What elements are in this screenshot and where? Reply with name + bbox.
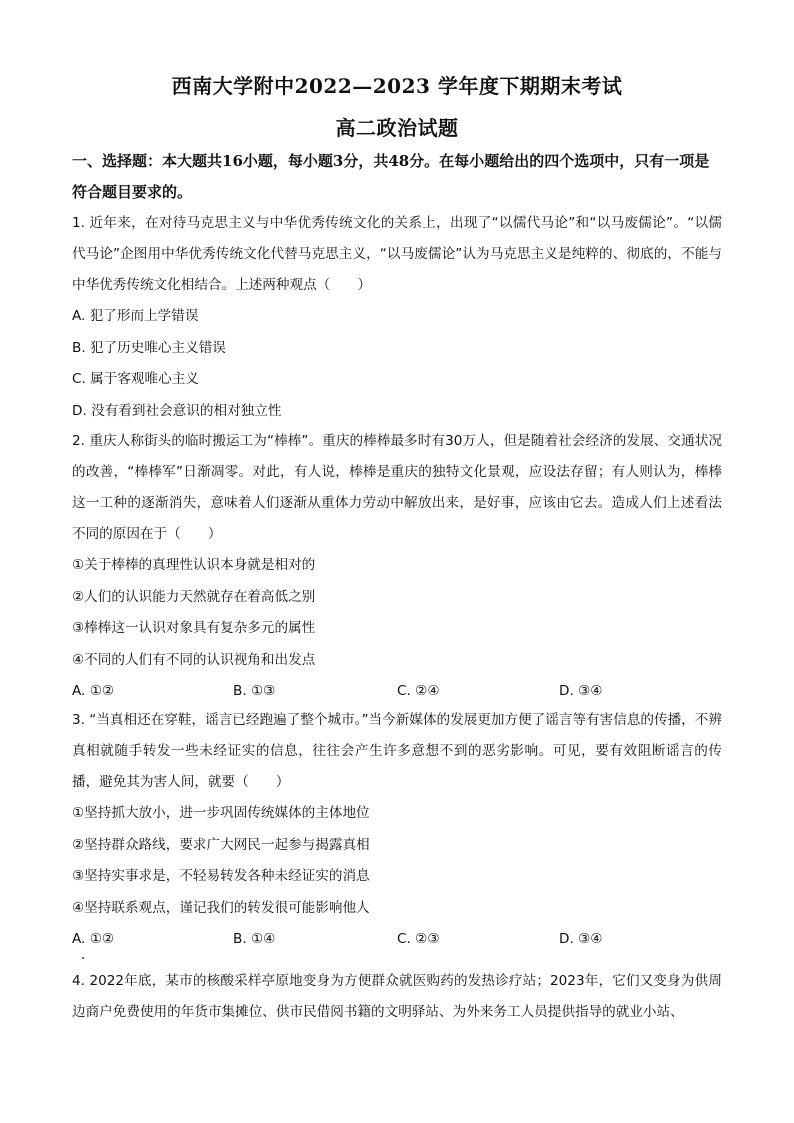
option-a: A. 犯了形而上学错误 [72,308,199,324]
option-d: D. ③④ [559,931,603,947]
option-c: C. ②④ [397,683,440,699]
options-row [72,676,722,708]
exam-title: 西南大学附中2022—2023 学年度下期期末考试 [171,74,623,98]
statement-4: ④坚持联系观点，谨记我们的转发很可能影响他人 [72,899,370,916]
option-a: A. ①② [72,683,115,699]
question-stem: 2. 重庆人称街头的临时搬运工为“棒棒”。重庆的棒棒最多时有30万人，但是随着社会经济的发展、交通状况的改善，“棒棒军”日渐凋零。对此，有人说，棒棒是重庆的独特文化景观，应设法存留；有人则认为，棒棒这一工种的逐渐消失，意味着人们逐渐从重体力劳动中解放出来，是好事，应该由它去。造成人们上述看法不同的原因在于（ ） [72,433,722,542]
statement-2: ②坚持群众路线，要求广大网民一起参与揭露真相 [72,836,370,853]
statement-3: ③坚持实事求是，不轻易转发各种未经证实的消息 [72,868,370,884]
question-stem: 4. 2022年底，某市的核酸采样亭原地变身为方便群众就医购药的发热诊疗站；2023年，它们又变身为供周边商户免费使用的年货市集摊位、供市民借阅书籍的文明驿站、为外来务工人员提供指导的就业小站、 [72,973,722,1020]
option-a: A. ①② [72,931,115,947]
option-d: D. 没有看到社会意识的相对独立性 [72,402,282,419]
option-b: B. ①③ [233,683,276,699]
option-b: B. 犯了历史唯心主义错误 [72,339,226,356]
statement-1: ①坚持抓大放小，进一步巩固传统媒体的主体地位 [72,805,370,821]
statement-1: ①关于棒棒的真理性认识本身就是相对的 [72,557,316,573]
question-stem: 1. 近年来，在对待马克思主义与中华优秀传统文化的关系上，出现了“以儒代马论”和“以马废儒论”。“以儒代马论”企图用中华优秀传统文化代替马克思主义，“以马废儒论”认为马克思主义是纯粹的、彻底的，不能与中华优秀传统文化相结合。上述两种观点（ ） [72,215,722,293]
stray-mark [82,957,84,959]
question-2 [72,426,722,708]
exam-subtitle: 高二政治试题 [335,116,459,140]
option-b: B. ①④ [233,931,276,947]
option-d: D. ③④ [559,683,603,699]
options-row [72,924,722,956]
question-3 [72,705,722,956]
option-c: C. ②③ [397,931,440,947]
option-c: C. 属于客观唯心主义 [72,371,199,387]
section-heading: 一、选择题：本大题共16小题，每小题3分，共48分。在每小题给出的四个选项中，只有一项是符合题目要求的。 [72,152,710,201]
statement-3: ③棒棒这一认识对象具有复杂多元的属性 [72,620,316,636]
question-4 [72,966,722,1028]
question-1 [72,208,722,427]
statement-4: ④不同的人们有不同的认识视角和出发点 [72,651,316,668]
question-stem: 3. “当真相还在穿鞋，谣言已经跑遍了整个城市。”当今新媒体的发展更加方便了谣言等有害信息的传播，不辨真相就随手转发一些未经证实的信息，往往会产生许多意想不到的恶劣影响。可见，要有效阻断谣言的传播，避免其为害人间，就要（ ） [72,712,722,790]
statement-2: ②人们的认识能力天然就存在着高低之别 [72,588,316,605]
